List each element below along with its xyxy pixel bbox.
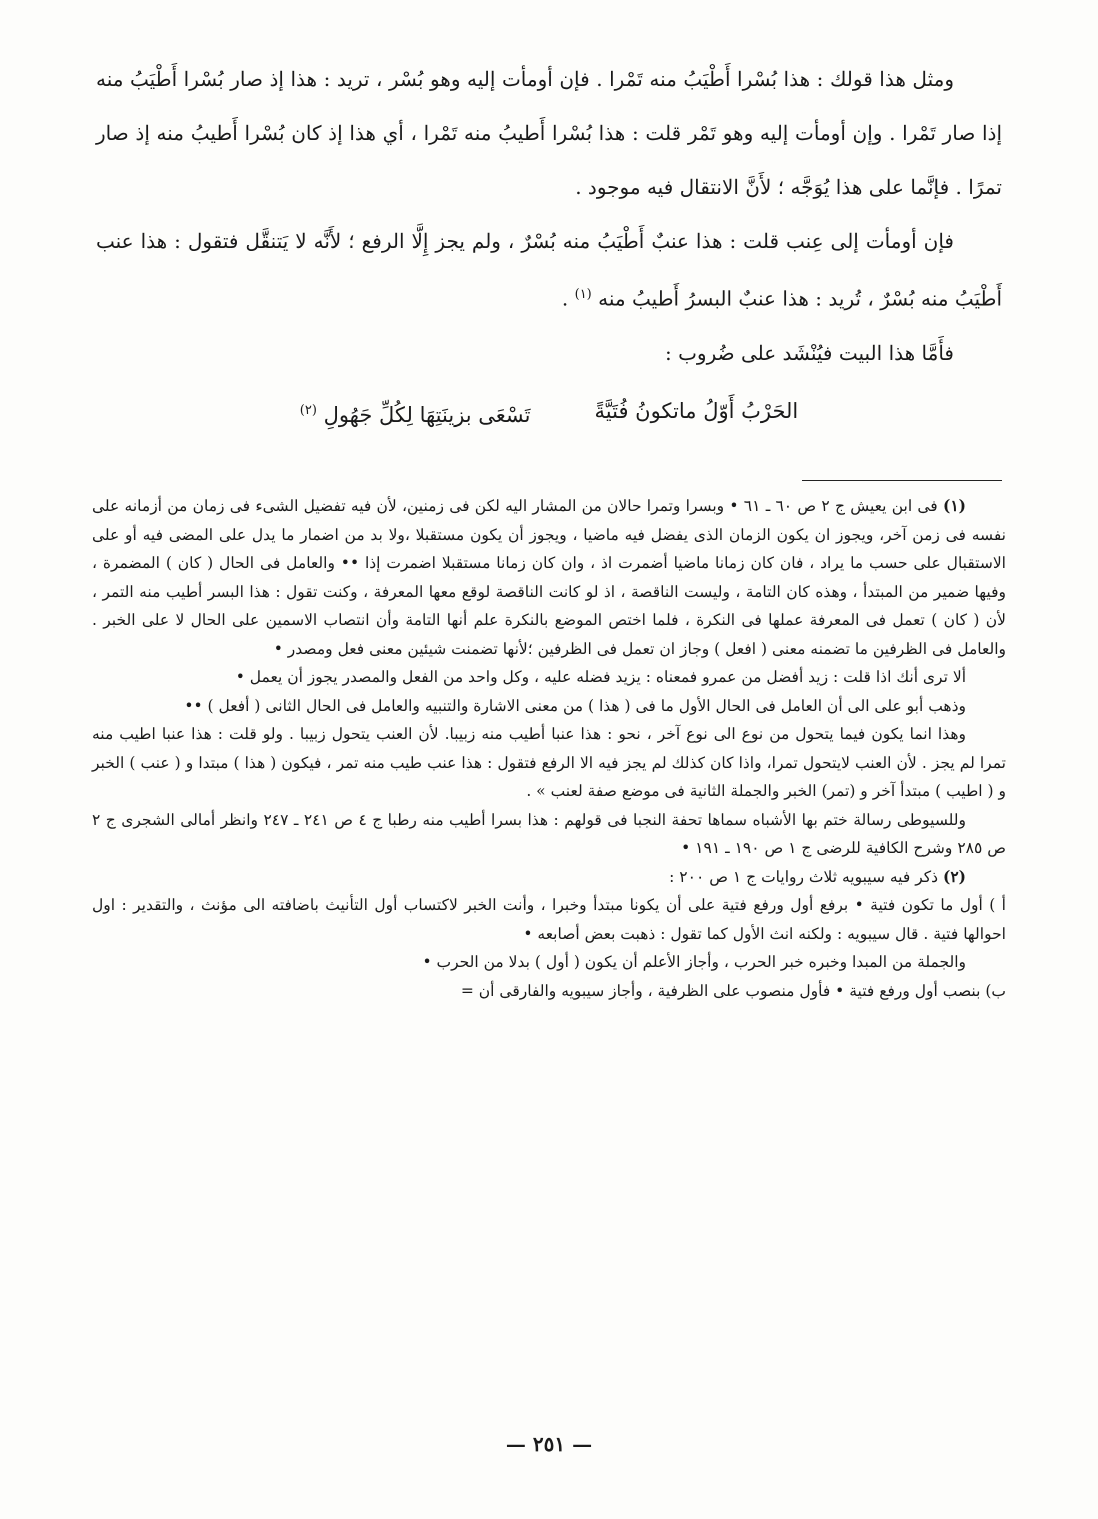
verse-second-hemistich: تَسْعَى بزينَتِهَا لِكُلِّ جَهُولِ	[323, 402, 531, 427]
footnotes	[92, 492, 1006, 1005]
footnote-2-text: ذكر فيه سيبويه ثلاث روايات ج ١ ص ٢٠٠ :	[669, 867, 939, 886]
footnote-1-paragraph-5: وللسيوطى رسالة ختم بها الأشباه سماها تحفة النجبا فى قولهم : هذا بسرا أطيب منه رطبا ج ٤ ص ٢٤١ ـ ٢٤٧ وانظر أمالى الشجرى ج ٢ ص ٢٨٥ وشرح الكافية للرضى ج ١ ص ١٩٠ ـ ١٩١ •	[92, 810, 1006, 857]
verse-second-hemistich-wrap	[300, 384, 531, 442]
footnote-ref-2: (٢)	[299, 402, 317, 418]
footnote-1-paragraph-3: وذهب أبو على الى أن العامل فى الحال الأول ما فى ( هذا ) من معنى الاشارة والتنبيه والعامل فى الحال الثانى ( أفعل ) ••	[184, 696, 966, 715]
paragraph-2-text: فإن أومأت إلى عِنب قلت : هذا عنبٌ أَطْيَبُ منه بُسْرٌ ، ولم يجز إِلَّا الرفع ؛ لأَنَّه لا يَتنقَّل فتقول : هذا عنب أَطْيَبُ منه بُسْرٌ ، تُريد : هذا عنبٌ البسرُ أَطيبُ منه	[96, 229, 1002, 311]
footnote-1-text: فى ابن يعيش ج ٢ ص ٦٠ ـ ٦١ • وبسرا وتمرا حالان من المشار اليه لكن فى زمنين، لأن فيه تفضيل الشىء فى زمان من أزمانه على نفسه فى زمن آخر، ويجوز ان يكون الزمان الذى يفضل فيه ماضيا ، ويجوز أن يكون مستقبلا ،ولا بد من اضمار ما يدل على المضى فيه أو على الاستقبال على حسب ما يراد ، فان كان زمانا ماضيا أضمرت اذ ، وان كان زمانا مستقبلا اضمرت إذا •• والعامل فى الحال ( كان ) المضمرة ، وفيها ضمير من المبتدأ ، وهذه كان التامة ، وليست الناقصة ، اذ لو كانت الناقصة لوقع معها المعرفة ، وكنت تقول : هذا البسر أطيب منه التمر ، لأن ( كان ) تعمل فى المعرفة عملها فى النكرة ، فلما اختص الموضع بالنكرة علم أنها التامة وأن انتصاب الاسمين على الحال لا على الخبر . والعامل فى الظرفين ما تضمنه معنى ( افعل ) وجاز ان تعمل فى الظرفين ؛لأنها تضمنت شيئين معنى فعل ومصدر •	[92, 497, 1006, 658]
paragraph-2	[96, 214, 1002, 326]
paragraph-1: ومثل هذا قولك : هذا بُسْرا أَطْيَبُ منه تَمْرا . فإن أومأت إليه وهو بُسْر ، تريد : هذا إذ صار بُسْرا أَطْيَبُ منه إذا صار تَمْرا . وإن أومأت إليه وهو تَمْر قلت : هذا بُسْرا أَطيبُ منه تَمْرا ، أي هذا إذ كان بُسْرا أَطيبُ منه إذ صار تمرًا . فإنَّما على هذا يُوَجَّه ؛ لأَنَّ الانتقال فيه موجود .	[96, 67, 1002, 199]
footnote-ref-1: (١)	[574, 287, 592, 302]
verse-first-hemistich: الحَرْبُ أَوّلُ ماتكونُ فُتَيَّةً	[594, 398, 799, 423]
main-text	[96, 52, 1002, 442]
verse	[96, 384, 1002, 442]
footnote-2-paragraph-2: أ ) أول ما تكون فتية • برفع أول ورفع فتية على أن يكونا مبتدأ وخبرا ، وأنت الخبر لاكتساب أول التأنيث باضافته الى مؤنث ، والتقدير : اول احوالها فتية . قال سيبويه : ولكنه انث الأول كما تقول : ذهبت بعض أصابعه •	[92, 896, 1006, 943]
footnote-1-paragraph-1	[92, 492, 1006, 663]
paragraph-2-end: .	[561, 286, 569, 311]
footnote-1-paragraph-4: وهذا انما يكون فيما يتحول من نوع الى نوع آخر ، نحو : هذا عنبا أطيب منه زبيبا. لأن العنب يتحول زبيبا . ولو قلت : هذا عنبا اطيب منه تمرا لم يجز . لأن العنب لايتحول تمرا، واذا كان كذلك لم يجز فيه الا الرفع فتقول : هذا عنب طيب منه تمر ، فيكون ( هذا ) مبتدا و ( عنب ) الخبر و ( اطيب ) مبتدأ آخر و (تمر) الخبر والجملة الثانية فى موضع صفة لعنب » .	[92, 725, 1006, 800]
footnote-2-number: (٢)	[942, 866, 966, 886]
footnote-2-paragraph-1	[92, 863, 1006, 892]
page-number: — ٢٥١ —	[505, 1432, 593, 1456]
paragraph-3: فأَمَّا هذا البيت فيُنْشَد على ضُروب :	[664, 340, 954, 365]
footnote-2-paragraph-4: ب) بنصب أول ورفع فتية • فأول منصوب على الظرفية ، وأجاز سيبويه والفارقى أن =	[460, 981, 1006, 1000]
footnote-divider	[802, 480, 1002, 481]
footnote-2-paragraph-3: والجملة من المبدا وخبره خبر الحرب ، وأجاز الأعلم أن يكون ( أول ) بدلا من الحرب •	[422, 953, 966, 971]
footnote-1-paragraph-2: ألا ترى أنك اذا قلت : زيد أفضل من عمرو فمعناه : يزيد فضله عليه ، وكل واحد من الفعل والمصدر يجوز أن يعمل •	[235, 668, 966, 686]
footnote-1-number: (١)	[942, 496, 966, 515]
